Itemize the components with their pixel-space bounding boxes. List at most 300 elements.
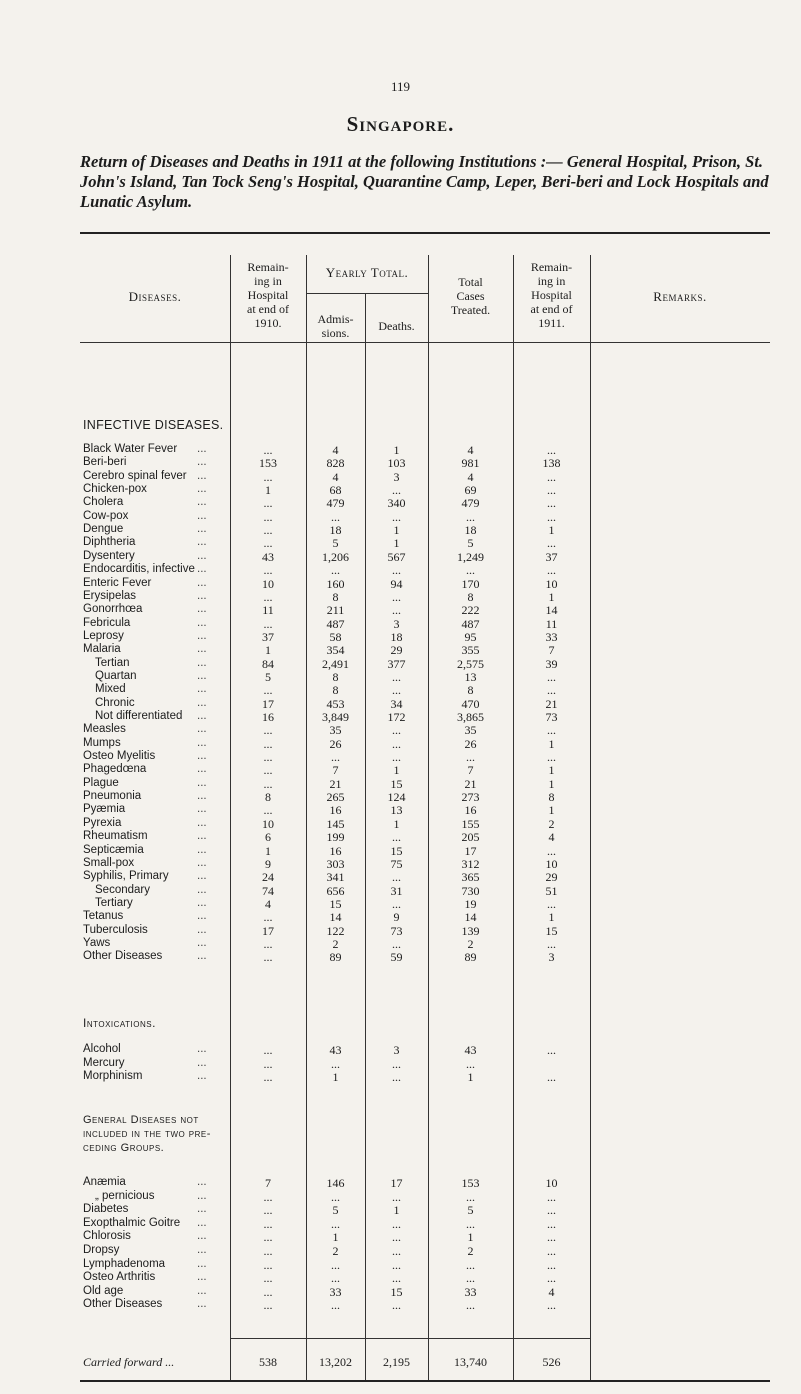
disease-name: Anæmia	[83, 1176, 126, 1188]
cell-deaths: 1	[393, 443, 400, 457]
cell-deaths: 34	[390, 696, 403, 711]
cell-adm: 2,491	[322, 656, 349, 671]
cell-adm: 68	[329, 483, 342, 498]
cell-r1911: 39	[545, 656, 558, 671]
cell-total: 312	[461, 856, 480, 871]
cell-adm: ...	[331, 1298, 340, 1313]
cell-deaths: ...	[392, 870, 401, 885]
remaining-1910-header: Remain- ing in Hospital at end of 1910.	[247, 260, 289, 330]
disease-name: Beri-beri	[83, 456, 127, 469]
cell-r1910: 37	[262, 629, 274, 644]
col-divider	[590, 255, 591, 1380]
cell-adm: 211	[326, 603, 345, 618]
cell-r1911: 138	[542, 456, 561, 471]
cell-deaths: ...	[392, 1230, 401, 1245]
cell-r1911: 7	[548, 643, 555, 658]
cell-r1911: 4	[548, 1284, 555, 1299]
section-intoxications: Intoxications.	[83, 1016, 156, 1030]
cell-r1910: 4	[265, 896, 271, 911]
row-label	[83, 950, 233, 962]
cell-total: 43	[464, 1043, 477, 1057]
disease-name: Alcohol	[83, 1043, 121, 1055]
cell-r1911: ...	[547, 1070, 556, 1084]
row-label	[83, 763, 233, 775]
row-label	[83, 697, 233, 709]
cell-r1911: 33	[545, 629, 558, 644]
cell-r1910: ...	[263, 496, 273, 511]
cell-r1911: ...	[547, 843, 556, 858]
cell-total: 3,865	[457, 710, 484, 724]
leader-dots: ...	[197, 870, 207, 883]
disease-name: Morphinism	[83, 1070, 143, 1082]
cell-r1911: 8	[548, 790, 555, 805]
cell-deaths: 13	[390, 803, 403, 818]
cell-r1911: 37	[545, 549, 558, 564]
total-cases-header: Total Cases Treated.	[450, 275, 491, 317]
leader-dots: ...	[197, 1189, 207, 1202]
cell-deaths: 9	[393, 910, 400, 925]
disease-name: Quartan	[95, 669, 137, 682]
cell-total: 1	[467, 1070, 474, 1084]
cell-deaths: 3	[393, 1043, 400, 1057]
cell-deaths: 1	[393, 763, 400, 778]
cell-deaths: 3	[393, 616, 400, 631]
cell-total: 13	[464, 669, 477, 684]
cell-r1911: 1	[548, 736, 555, 751]
cell-r1911: 1	[548, 523, 555, 538]
cell-adm: 2	[332, 1244, 339, 1258]
cell-total: 355	[461, 643, 480, 658]
cell-deaths: 124	[387, 790, 406, 805]
leader-dots: ...	[197, 1257, 207, 1270]
leader-dots: ...	[197, 856, 207, 869]
disease-name: Tertian	[95, 656, 130, 669]
cell-total: 479	[461, 496, 480, 511]
cell-deaths: ...	[392, 483, 401, 498]
disease-name: Lymphadenoma	[83, 1257, 166, 1270]
cell-adm: 160	[326, 576, 345, 591]
leader-dots: ...	[197, 923, 207, 936]
remarks-header: Remarks.	[653, 289, 707, 304]
disease-name: Chronic	[95, 696, 135, 709]
cell-total: 35	[464, 723, 477, 738]
cell-deaths: ...	[392, 1189, 401, 1204]
cell-total: 18	[464, 523, 477, 538]
row-label	[83, 523, 233, 535]
disease-name: Osteo Arthritis	[83, 1271, 156, 1284]
cell-r1911: 14	[545, 603, 558, 618]
cell-r1911: ...	[547, 443, 556, 457]
cell-deaths: ...	[392, 1257, 401, 1272]
cell-deaths: 15	[390, 776, 403, 791]
carried-forward-deaths: 2,195	[383, 1355, 410, 1369]
disease-name: Tetanus	[83, 910, 124, 923]
row-label	[83, 630, 233, 642]
cell-deaths: ...	[392, 936, 401, 951]
cell-adm: ...	[331, 563, 340, 578]
row-label	[83, 470, 233, 482]
disease-name: Diphtheria	[83, 536, 136, 549]
leader-dots: ...	[197, 536, 207, 549]
cell-adm: ...	[331, 1189, 340, 1204]
cell-total: 222	[461, 603, 480, 618]
cell-r1910: 16	[262, 710, 274, 724]
leader-dots: ...	[197, 603, 207, 616]
row-label	[83, 483, 233, 495]
cell-r1910: ...	[263, 1271, 273, 1286]
cell-total: ...	[466, 750, 475, 765]
disease-name: Erysipelas	[83, 589, 137, 602]
cell-r1911: 1	[548, 589, 555, 604]
cell-deaths: 377	[387, 656, 406, 671]
admissions-header: Admis- sions.	[317, 312, 354, 340]
cell-deaths: ...	[392, 509, 401, 524]
cell-r1910: ...	[263, 1043, 273, 1057]
leader-dots: ...	[197, 1230, 207, 1243]
cell-r1911: ...	[547, 723, 556, 738]
cell-adm: 303	[326, 856, 345, 871]
cell-r1911: ...	[547, 536, 556, 551]
disease-name: Pyrexia	[83, 816, 122, 829]
cell-r1911: ...	[547, 683, 556, 698]
cell-r1911: 11	[545, 616, 558, 631]
cell-r1911: 10	[545, 1176, 558, 1190]
cell-r1910: ...	[263, 950, 273, 965]
cell-r1911: ...	[547, 896, 556, 911]
cell-r1911: ...	[547, 496, 556, 511]
row-label	[83, 723, 233, 735]
row-label	[83, 1203, 233, 1215]
cell-r1910: ...	[263, 523, 273, 538]
cell-total: 5	[467, 1203, 474, 1218]
cell-adm: 199	[326, 830, 345, 845]
cell-r1911: 4	[548, 830, 555, 845]
cell-total: 2	[467, 936, 474, 951]
cell-adm: 8	[332, 589, 339, 604]
row-label	[83, 844, 233, 856]
cell-deaths: ...	[392, 830, 401, 845]
cell-r1911: 1	[548, 776, 555, 791]
leader-dots: ...	[197, 456, 207, 469]
cell-adm: 16	[329, 843, 342, 858]
cell-total: 1,249	[457, 549, 484, 564]
yearly-total-rule	[306, 293, 428, 294]
cell-total: ...	[466, 1257, 475, 1272]
cell-r1910: 24	[262, 870, 274, 885]
cell-r1911: ...	[547, 1257, 556, 1272]
cell-r1910: 7	[265, 1176, 271, 1190]
cell-total: 26	[464, 736, 477, 751]
disease-name: Mixed	[95, 683, 126, 696]
cell-total: 981	[461, 456, 480, 471]
cell-r1911: ...	[547, 1216, 556, 1231]
disease-name: Exopthalmic Goitre	[83, 1216, 181, 1229]
disease-name: Febricula	[83, 616, 131, 629]
cell-adm: 5	[332, 536, 339, 551]
leader-dots: ...	[197, 669, 207, 682]
cell-total: 1	[467, 1230, 474, 1245]
cell-deaths: 15	[390, 1284, 403, 1299]
cell-total: 69	[464, 483, 477, 498]
row-label	[83, 857, 233, 869]
disease-name: Old age	[83, 1284, 124, 1297]
cell-adm: 8	[332, 669, 339, 684]
cell-r1911: 3	[548, 950, 555, 965]
disease-name: Other Diseases	[83, 950, 163, 963]
cell-adm: 1	[332, 1230, 339, 1245]
carried-forward-r1910: 538	[259, 1355, 277, 1369]
cell-deaths: ...	[392, 1056, 401, 1071]
page-number: 119	[390, 79, 411, 94]
cell-deaths: ...	[392, 1244, 401, 1258]
remaining-1911-header: Remain- ing in Hospital at end of 1911.	[530, 260, 573, 330]
row-label	[83, 1176, 233, 1188]
cell-adm: 35	[329, 723, 342, 738]
row-label	[83, 563, 233, 575]
row-label	[83, 830, 233, 842]
row-label	[83, 443, 233, 455]
leader-dots: ...	[197, 656, 207, 669]
cell-r1911: 1	[548, 763, 555, 778]
cell-r1911: ...	[547, 469, 556, 484]
cell-deaths: ...	[392, 896, 401, 911]
cell-deaths: ...	[392, 669, 401, 684]
leader-dots: ...	[197, 589, 207, 602]
row-label	[83, 1285, 233, 1297]
cell-r1911: ...	[547, 1271, 556, 1286]
cell-r1910: 11	[262, 603, 274, 618]
leader-dots: ...	[197, 1070, 207, 1082]
row-label	[83, 456, 233, 468]
cell-adm: 7	[332, 763, 339, 778]
section-infective: INFECTIVE DISEASES.	[83, 418, 224, 432]
cell-r1911: ...	[547, 936, 556, 951]
cell-adm: 15	[329, 896, 342, 911]
row-label	[83, 1190, 233, 1202]
row-label	[83, 1271, 233, 1283]
disease-name: Tertiary	[95, 896, 133, 909]
cell-adm: 487	[326, 616, 345, 631]
leader-dots: ...	[197, 1176, 207, 1188]
cell-total: 8	[467, 683, 474, 698]
cell-deaths: ...	[392, 1216, 401, 1231]
cell-deaths: 94	[390, 576, 403, 591]
cell-r1910: ...	[263, 469, 273, 484]
cell-r1910: ...	[263, 763, 273, 778]
cell-deaths: 567	[387, 549, 406, 564]
disease-name: Black Water Fever	[83, 443, 178, 455]
cell-total: ...	[466, 1298, 475, 1313]
cell-total: 470	[461, 696, 480, 711]
disease-name: Cerebro spinal fever	[83, 469, 187, 482]
row-label	[83, 817, 233, 829]
row-label	[83, 884, 233, 896]
cell-r1911: ...	[547, 1298, 556, 1313]
cell-total: 139	[461, 923, 480, 938]
disease-name: Measles	[83, 723, 126, 736]
cell-r1910: ...	[263, 723, 273, 738]
cell-deaths: 1	[393, 536, 400, 551]
disease-name: Dysentery	[83, 549, 135, 562]
row-label	[83, 737, 233, 749]
table-top-rule	[80, 232, 770, 234]
cell-total: 730	[461, 883, 480, 898]
leader-dots: ...	[197, 643, 207, 656]
leader-dots: ...	[197, 1244, 207, 1256]
cell-r1910: ...	[263, 1298, 273, 1313]
cell-r1910: 6	[265, 830, 271, 845]
cell-adm: ...	[331, 1216, 340, 1231]
cell-adm: 33	[329, 1284, 342, 1299]
cell-total: 4	[467, 469, 474, 484]
leader-dots: ...	[197, 750, 207, 763]
row-label	[83, 617, 233, 629]
cell-adm: 21	[329, 776, 342, 791]
cell-deaths: 31	[390, 883, 403, 898]
cell-adm: 4	[332, 469, 339, 484]
cell-total: 170	[461, 576, 480, 591]
leader-dots: ...	[197, 443, 207, 455]
cell-total: 14	[464, 910, 477, 925]
cell-adm: 89	[329, 950, 342, 965]
cell-deaths: 1	[393, 523, 400, 538]
row-label	[83, 643, 233, 655]
disease-name: Other Diseases	[83, 1298, 163, 1311]
leader-dots: ...	[197, 710, 207, 722]
cell-r1910: ...	[263, 616, 273, 631]
cell-r1911: ...	[547, 509, 556, 524]
cell-total: 153	[461, 1176, 480, 1190]
cell-total: 155	[461, 816, 480, 831]
cell-r1910: 1	[265, 483, 271, 498]
carried-forward-total: 13,740	[454, 1355, 487, 1369]
cell-deaths: 18	[390, 629, 403, 644]
leader-dots: ...	[197, 1298, 207, 1311]
row-label	[83, 1230, 233, 1242]
cell-deaths: ...	[392, 563, 401, 578]
row-label	[83, 790, 233, 802]
cell-adm: 3,849	[322, 710, 349, 724]
cell-r1911: 51	[545, 883, 558, 898]
leader-dots: ...	[197, 549, 207, 562]
disease-name: Dengue	[83, 523, 124, 536]
cell-total: 17	[464, 843, 477, 858]
page-title: Singapore.	[346, 112, 455, 136]
leader-dots: ...	[197, 1203, 207, 1216]
cell-total: 8	[467, 589, 474, 604]
carried-forward-admissions: 13,202	[319, 1355, 352, 1369]
row-label	[83, 657, 233, 669]
cell-adm: ...	[331, 509, 340, 524]
disease-name: Plague	[83, 776, 119, 789]
leader-dots: ...	[197, 1043, 207, 1055]
cell-adm: 1	[332, 1070, 339, 1084]
cell-deaths: 1	[393, 816, 400, 831]
cell-r1910: ...	[263, 936, 273, 951]
row-label	[83, 937, 233, 949]
cell-adm: 26	[329, 736, 342, 751]
cell-total: 16	[464, 803, 477, 818]
cell-total: 19	[464, 896, 477, 911]
disease-name: Osteo Myelitis	[83, 750, 156, 763]
cell-r1910: ...	[263, 1257, 273, 1272]
cell-r1910: ...	[263, 589, 273, 604]
cell-adm: 453	[326, 696, 345, 711]
cell-r1911: 10	[545, 856, 558, 871]
cell-deaths: ...	[392, 603, 401, 618]
leader-dots: ...	[197, 950, 207, 963]
leader-dots: ...	[197, 763, 207, 776]
leader-dots: ...	[197, 896, 207, 909]
cell-deaths: 29	[390, 643, 403, 658]
cell-r1910: 1	[265, 843, 271, 858]
carried-forward-label: Carried forward ...	[83, 1355, 175, 1369]
cell-r1911: 1	[548, 803, 555, 818]
row-label	[83, 1217, 233, 1229]
cell-r1910: ...	[263, 509, 273, 524]
leader-dots: ...	[197, 723, 207, 736]
cell-r1911: ...	[547, 669, 556, 684]
cell-adm: 479	[326, 496, 345, 511]
disease-name: Leprosy	[83, 629, 124, 642]
disease-name: Diabetes	[83, 1203, 129, 1216]
cell-deaths: ...	[392, 736, 401, 751]
cell-r1911: ...	[547, 1203, 556, 1218]
cell-r1911: ...	[547, 563, 556, 578]
leader-dots: ...	[197, 496, 207, 509]
cell-adm: 5	[332, 1203, 339, 1218]
cell-total: ...	[466, 1271, 475, 1286]
cell-adm: 8	[332, 683, 339, 698]
cell-r1911: ...	[547, 1043, 556, 1057]
cell-r1910: ...	[263, 1244, 273, 1258]
cell-total: 205	[461, 830, 480, 845]
cell-r1910: 9	[265, 856, 271, 871]
row-label	[83, 510, 233, 522]
cell-r1911: 29	[545, 870, 558, 885]
cell-r1910: 8	[265, 790, 271, 805]
yearly-total-header: Yearly Total.	[325, 265, 409, 280]
disease-name: Not differentiated	[95, 710, 183, 722]
cell-deaths: 340	[387, 496, 406, 511]
cell-r1910: 84	[262, 656, 274, 671]
cell-r1911: 2	[548, 816, 555, 831]
cell-total: ...	[466, 563, 475, 578]
disease-name: Septicæmia	[83, 843, 144, 856]
row-label	[83, 710, 233, 722]
cell-r1910: ...	[263, 683, 273, 698]
leader-dots: ...	[197, 816, 207, 829]
leader-dots: ...	[197, 469, 207, 482]
leader-dots: ...	[197, 883, 207, 896]
cell-total: 2,575	[457, 656, 484, 671]
table-header-rule	[80, 342, 770, 343]
cell-r1910: ...	[263, 443, 273, 457]
cell-total: 7	[467, 763, 474, 778]
leader-dots: ...	[197, 843, 207, 856]
cell-deaths: 3	[393, 469, 400, 484]
disease-name: Secondary	[95, 883, 150, 896]
row-label	[83, 590, 233, 602]
cell-deaths: 59	[390, 950, 403, 965]
cell-r1910: ...	[263, 1203, 273, 1218]
cell-total: 2	[467, 1244, 474, 1258]
row-label	[83, 496, 233, 508]
cell-r1910: 74	[262, 883, 274, 898]
row-label	[83, 670, 233, 682]
cell-r1910: ...	[263, 776, 273, 791]
cell-adm: 265	[326, 790, 345, 805]
